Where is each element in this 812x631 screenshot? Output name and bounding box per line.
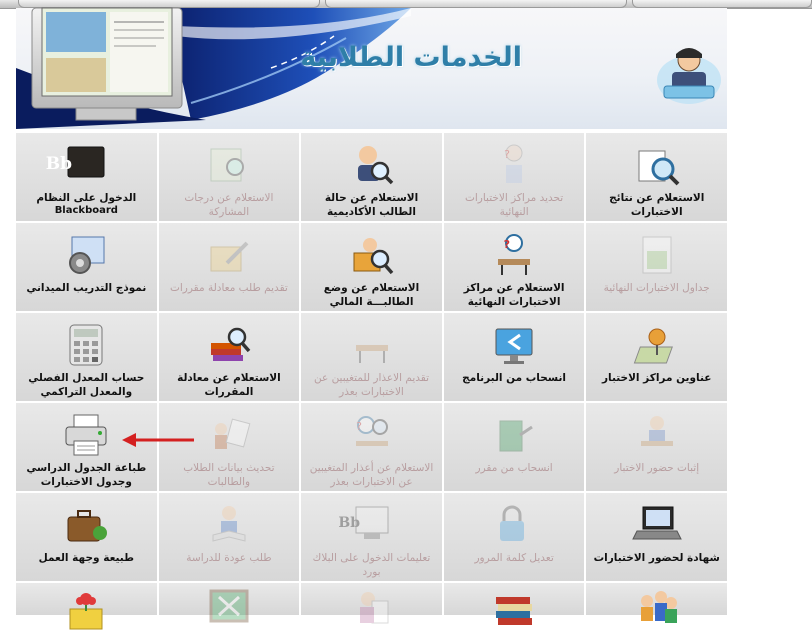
service-label: شهادة لحضور الاختبارات <box>593 552 720 564</box>
student-search-icon <box>348 143 396 187</box>
grades-search-icon <box>205 143 253 187</box>
service-label: الاستعلام عن معادلة المقررات <box>177 372 281 398</box>
blackboard-logo-icon <box>46 143 110 187</box>
service-tile[interactable] <box>16 583 157 615</box>
board-x-icon <box>205 587 253 631</box>
calculator-icon <box>62 323 110 367</box>
laptop-certificate-icon <box>633 503 681 547</box>
service-label: طبيعة وجهة العمل <box>38 552 134 564</box>
service-tile[interactable] <box>586 493 727 581</box>
svg-text:?: ? <box>503 238 511 251</box>
tab-segment[interactable] <box>325 0 627 8</box>
service-tile[interactable] <box>586 133 727 221</box>
service-tile[interactable] <box>444 403 585 491</box>
folder-pencil-icon <box>205 233 253 277</box>
service-label: عناوين مراكز الاختبار <box>601 372 712 384</box>
person-document-icon <box>348 587 396 631</box>
service-tile[interactable] <box>586 313 727 401</box>
service-tile[interactable] <box>301 313 442 401</box>
map-pin-icon <box>633 323 681 367</box>
gear-window-icon <box>62 233 110 277</box>
svg-text:Bb: Bb <box>46 154 73 174</box>
printer-icon <box>62 413 110 457</box>
users-update-icon <box>205 413 253 457</box>
service-tile[interactable] <box>444 583 585 615</box>
service-label: جداول الاختبارات النهائية <box>603 282 710 294</box>
tab-segment[interactable] <box>18 0 320 8</box>
briefcase-icon <box>62 503 110 547</box>
service-label: الاستعلام عن نتائج الاختبارات <box>609 192 705 218</box>
service-tile[interactable] <box>159 313 300 401</box>
service-tile[interactable] <box>16 223 157 311</box>
service-label: انسحاب من مقرر <box>475 462 553 474</box>
service-tile[interactable] <box>159 583 300 615</box>
service-label: نموذج التدريب الميداني <box>26 282 147 294</box>
service-label: تحديد مراكز الاختبارات النهائية <box>464 192 564 218</box>
service-label: الاستعلام عن حالة الطالب الأكاديمية <box>324 192 419 218</box>
finance-search-icon <box>348 233 396 277</box>
service-tile[interactable] <box>444 223 585 311</box>
service-label: تعديل كلمة المرور <box>474 552 554 564</box>
service-label: تقديم الاعذار للمتغيبين عن الاختبارات بعذر <box>313 372 430 398</box>
question-desk-icon <box>490 233 538 277</box>
svg-text:?: ? <box>355 420 362 433</box>
books-stack-icon <box>490 587 538 631</box>
flower-folder-icon <box>62 587 110 631</box>
service-label: إثبات حضور الاختبار <box>614 462 700 474</box>
service-label: الاستعلام عن وضع الطالبـــة المالي <box>323 282 420 308</box>
service-label: تحديث بيانات الطلاب والطالبات <box>183 462 275 488</box>
service-tile[interactable] <box>301 403 442 491</box>
service-sublabel: Blackboard <box>54 205 118 216</box>
service-tile[interactable] <box>16 313 157 401</box>
header-banner <box>16 8 727 129</box>
tab-segment[interactable] <box>632 0 812 8</box>
service-tile[interactable] <box>159 223 300 311</box>
service-tile[interactable] <box>586 403 727 491</box>
svg-text:?: ? <box>504 148 511 161</box>
group-people-icon <box>633 587 681 631</box>
service-label: الاستعلام عن درجات المشاركة <box>184 192 274 218</box>
book-exit-icon <box>490 413 538 457</box>
service-tile[interactable] <box>301 223 442 311</box>
service-label: الاستعلام عن مراكز الاختبارات النهائية <box>463 282 565 308</box>
spreadsheet-icon <box>633 233 681 277</box>
service-tile[interactable] <box>586 583 727 615</box>
service-tile[interactable] <box>159 133 300 221</box>
desk-icon <box>348 323 396 367</box>
service-label: طلب عودة للدراسة <box>186 552 272 564</box>
service-tile[interactable] <box>586 223 727 311</box>
service-label: الاستعلام عن أعذار المتغيبين عن الاختبارات بعذر <box>309 462 434 488</box>
question-search-icon <box>348 413 396 457</box>
service-label: حساب المعدل الفصلي والمعدل التراكمي <box>28 372 145 398</box>
service-label: انسحاب من البرنامج <box>462 372 567 384</box>
banner-title: الخدمات الطلابية <box>300 42 522 73</box>
service-tile[interactable] <box>159 493 300 581</box>
monitor-exit-icon <box>490 323 538 367</box>
service-tile[interactable] <box>444 493 585 581</box>
svg-text:Bb: Bb <box>337 515 360 531</box>
service-label: طباعة الجدول الدراسي وجدول الاختبارات <box>26 462 147 488</box>
pointer-arrow-icon <box>122 432 194 448</box>
service-label: تعليمات الدخول على البلاك بورد <box>312 552 431 578</box>
books-search-icon <box>205 323 253 367</box>
service-tile[interactable] <box>16 133 157 221</box>
lock-refresh-icon <box>490 503 538 547</box>
service-tile[interactable] <box>301 133 442 221</box>
service-tile[interactable] <box>444 313 585 401</box>
service-tile[interactable] <box>16 493 157 581</box>
blackboard-monitor-icon <box>337 503 396 547</box>
services-grid <box>16 133 727 615</box>
service-tile[interactable] <box>301 493 442 581</box>
person-desk-icon <box>633 413 681 457</box>
service-label: الدخول على النظام <box>36 192 137 204</box>
service-label: تقديم طلب معادلة مقررات <box>170 282 288 294</box>
service-tile[interactable] <box>301 583 442 615</box>
person-book-icon <box>205 503 253 547</box>
service-tile[interactable] <box>444 133 585 221</box>
question-person-icon <box>490 143 538 187</box>
magnifier-document-icon <box>633 143 681 187</box>
